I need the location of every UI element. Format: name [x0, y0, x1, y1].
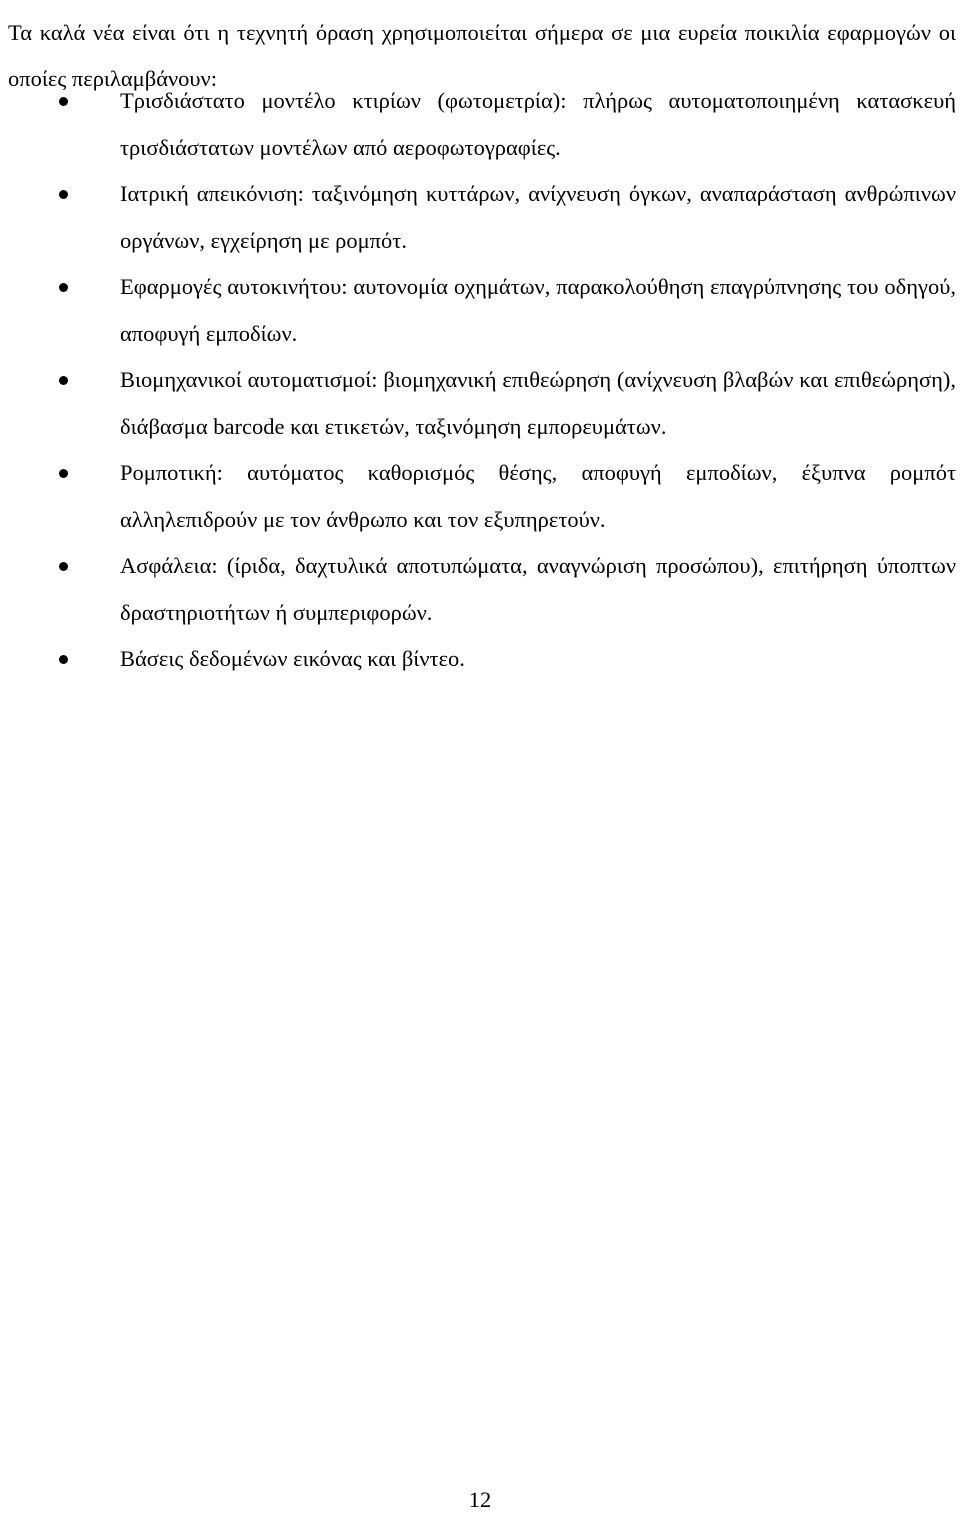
applications-list — [0, 78, 960, 683]
bullet-icon — [59, 97, 68, 106]
list-item-text: Εφαρμογές αυτοκινήτου: αυτονομία οχημάτων, παρακολούθηση επαγρύπνησης του οδηγού, αποφυγή εμποδίων. — [120, 274, 956, 346]
bullet-icon — [59, 190, 68, 199]
list-item — [0, 636, 960, 683]
bullet-icon — [59, 655, 68, 664]
bullet-icon — [59, 562, 68, 571]
list-item — [0, 543, 960, 636]
bullet-icon — [59, 283, 68, 292]
bullet-icon — [59, 469, 68, 478]
list-item — [0, 264, 960, 357]
list-item-text: Τρισδιάστατο μοντέλο κτιρίων (φωτομετρία): πλήρως αυτοματοποιημένη κατασκευή τρισδιάστατων μοντέλων από αεροφωτογραφίες. — [120, 88, 956, 160]
list-item — [0, 450, 960, 543]
list-item-text: Ασφάλεια: (ίριδα, δαχτυλικά αποτυπώματα, αναγνώριση προσώπου), επιτήρηση ύποπτων δραστηριοτήτων ή συμπεριφορών. — [120, 553, 956, 625]
list-item — [0, 171, 960, 264]
page-number: 12 — [468, 1487, 492, 1512]
list-item — [0, 357, 960, 450]
list-item-text: Βάσεις δεδομένων εικόνας και βίντεο. — [120, 646, 465, 671]
list-item-text: Ιατρική απεικόνιση: ταξινόμηση κυττάρων, ανίχνευση όγκων, αναπαράσταση ανθρώπινων οργάνων, εγχείρηση με ρομπότ. — [120, 181, 956, 253]
list-item-text: Βιομηχανικοί αυτοματισμοί: βιομηχανική επιθεώρηση (ανίχνευση βλαβών και επιθεώρηση), διάβασμα barcode και ετικετών, ταξινόμηση εμπορευμάτων. — [120, 367, 956, 439]
list-item-text: Ρομποτική: αυτόματος καθορισμός θέσης, αποφυγή εμποδίων, έξυπνα ρομπότ αλληλεπιδρούν με τον άνθρωπο και τον εξυπηρετούν. — [120, 460, 956, 532]
intro-paragraph: Τα καλά νέα είναι ότι η τεχνητή όραση χρησιμοποιείται σήμερα σε μια ευρεία ποικιλία εφαρμογών οι οποίες περιλαμβάνουν: — [8, 20, 956, 91]
bullet-icon — [59, 376, 68, 385]
list-item — [0, 78, 960, 171]
